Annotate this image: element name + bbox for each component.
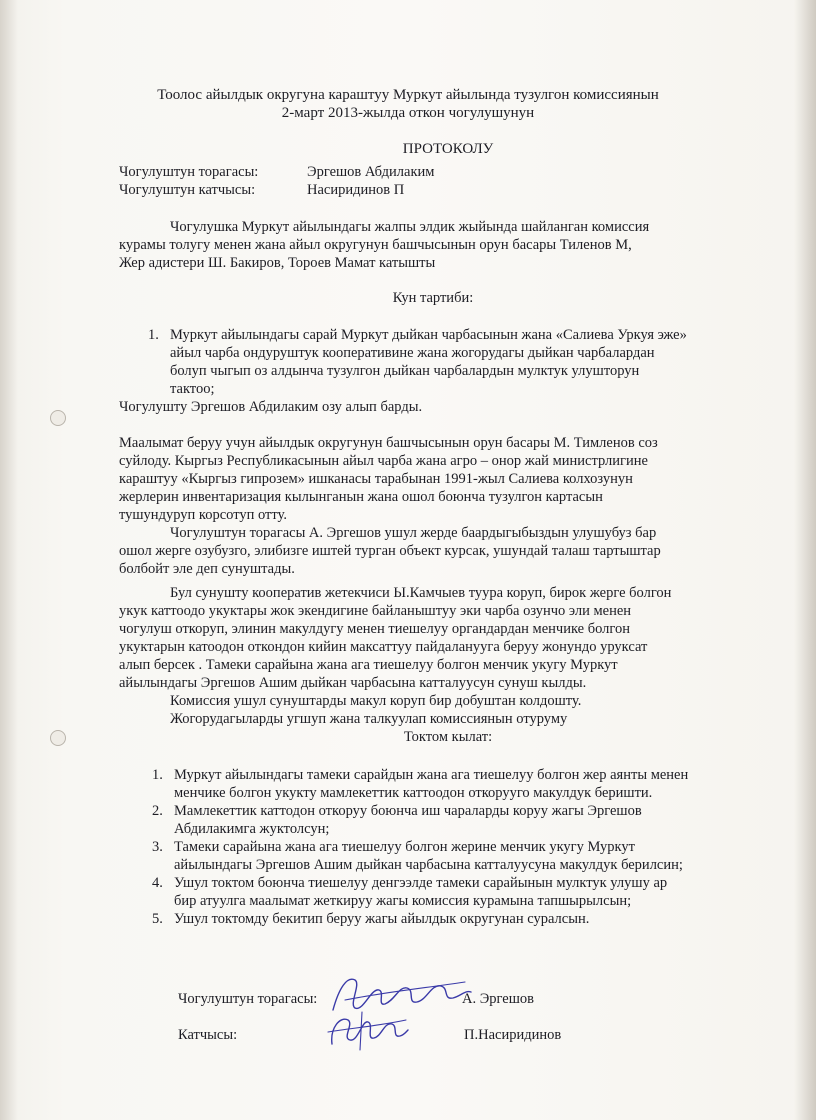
page-edge-shadow-left (0, 0, 18, 1120)
agenda-item-line-2: айыл чарба ондуруштук кооперативине жана жогорудагы дыйкан чарбалардан (170, 345, 655, 361)
page-edge-shadow-right (794, 0, 816, 1120)
resolution-item-number: 3. (152, 839, 163, 855)
paragraph-3-line-3: чогулуш откоруп, элинин макулдугу менен тиешелуу органдардан менчике болгон (119, 621, 630, 637)
resolution-heading: Токтом кылат: (403, 729, 493, 745)
resolution-item-line: Тамеки сарайына жана ага тиешелуу болгон жерине менчик укугу Муркут (174, 839, 635, 855)
resolution-item-line: менчике болгон укукту мамлекеттик каттоодон откорууго макулдук беришти. (174, 785, 653, 801)
protocol-title: ПРОТОКОЛУ (402, 141, 494, 157)
resolution-item-line: айылындагы Эргешов Ашим дыйкан чарбасына катталуусуна макулдук берилсин; (174, 857, 683, 873)
paragraph-1-line-1: Маалымат беруу учун айылдык округунун башчысынын орун басары М. Тимленов соз (119, 435, 658, 451)
intro-line-1: Чогулушка Муркут айылындагы жалпы элдик жыйында шайланган комиссия (170, 219, 650, 235)
chair-label: Чогулуштун торагасы: (119, 164, 259, 180)
paragraph-4-line-1: Комиссия ушул сунуштарды макул коруп бир добуштан колдошту. (170, 693, 582, 709)
meeting-led-by: Чогулушту Эргешов Абдилаким озу алып барды. (119, 399, 423, 415)
paragraph-2-line-1: Чогулуштун торагасы А. Эргешов ушул жерде баардыгыбыздын улушубуз бар (170, 525, 657, 541)
agenda-item-line-3: болуп чыгып оз алдынча тузулгон дыйкан чарбалардын мулктук улушторун (170, 363, 640, 379)
secretary-name: Насиридинов П (307, 182, 405, 198)
resolution-item-line: Муркут айылындагы тамеки сарайдын жана ага тиешелуу болгон жер аянты менен (174, 767, 689, 783)
signature-secretary-label: Катчысы: (178, 1027, 238, 1043)
agenda-heading: Кун тартиби: (392, 290, 474, 306)
agenda-item-number: 1. (148, 327, 159, 343)
agenda-item-line-1: Муркут айылындагы сарай Муркут дыйкан чарбасынын жана «Салиева Уркуя эже» (170, 327, 687, 343)
resolution-item-line: Ушул токтомду бекитип беруу жагы айылдык округунан суралсын. (174, 911, 590, 927)
secretary-handwritten-signature (322, 1006, 412, 1056)
header-line-1: Тоолос айылдык округуна караштуу Муркут айылында тузулгон комиссиянын (157, 87, 659, 103)
resolution-item-line: Мамлекеттик каттодон откоруу боюнча иш чараларды коруу жагы Эргешов (174, 803, 642, 819)
secretary-label: Чогулуштун катчысы: (119, 182, 256, 198)
header-line-2: 2-март 2013-жылда откон чогулушунун (281, 105, 535, 121)
resolution-item-line: бир атуулга маалымат жеткируу жагы комиссия курамына тапшырылсын; (174, 893, 632, 909)
paragraph-1-line-3: караштуу «Кыргыз гипрозем» ишканасы тарабынан 1991-жыл Салиева колхозунун (119, 471, 633, 487)
signature-chair-label: Чогулуштун торагасы: (178, 991, 318, 1007)
resolution-item-number: 1. (152, 767, 163, 783)
resolution-item-number: 2. (152, 803, 163, 819)
paragraph-3-line-2: укук каттоодо укуктары жок экендигине байланыштуу эки чарба озунчо эли менен (119, 603, 632, 619)
resolution-item-line: Ушул токтом боюнча тиешелуу денгээлде тамеки сарайынын мулктук улушу ар (174, 875, 668, 891)
paragraph-1-line-2: суйлоду. Кыргыз Республикасынын айыл чарба жана агро – онор жай министрлигине (119, 453, 648, 469)
resolution-item-number: 4. (152, 875, 163, 891)
paragraph-1-line-5: тушундуруп корсотуп отту. (119, 507, 287, 523)
agenda-item-line-4: тактоо; (170, 381, 215, 397)
intro-line-3: Жер адистери Ш. Бакиров, Тороев Мамат катышты (119, 255, 436, 271)
paragraph-3-line-4: укуктарын катоодон откондон кийин максаттуу пайдалануугa беруу жонундо уруксат (119, 639, 648, 655)
paragraph-3-line-5: алып берсек . Тамеки сарайына жана ага тиешелуу болгон менчик укугу Муркут (119, 657, 618, 673)
paragraph-3-line-1: Бул сунушту кооператив жетекчиси Ы.Камчыев туура коруп, бирок жерге болгон (170, 585, 672, 601)
paragraph-5-line-1: Жогорудагыларды угшуп жана талкуулап комиссиянын отуруму (170, 711, 568, 727)
paragraph-3-line-6: айылындагы Эргешов Ашим дыйкан чарбасына катталуусун сунуш кылды. (119, 675, 587, 691)
chair-name: Эргешов Абдилаким (307, 164, 435, 180)
punch-hole-upper (50, 410, 66, 426)
signature-secretary-name: П.Насиридинов (464, 1027, 562, 1043)
paragraph-1-line-4: жерлерин инвентаризация кылынганын жана ошол боюнча тузулгон картасын (119, 489, 603, 505)
resolution-item-number: 5. (152, 911, 163, 927)
resolution-item-line: Абдилакимга жуктолсун; (174, 821, 330, 837)
paragraph-2-line-3: болбойт эле деп сунуштады. (119, 561, 295, 577)
intro-line-2: курамы толугу менен жана айыл округунун башчысынын орун басары Тиленов М, (119, 237, 632, 253)
paragraph-2-line-2: ошол жерге озубузго, элибизге иштей турган объект курсак, ушундай талаш тартыштар (119, 543, 661, 559)
signature-chair-name: А. Эргешов (462, 991, 534, 1007)
